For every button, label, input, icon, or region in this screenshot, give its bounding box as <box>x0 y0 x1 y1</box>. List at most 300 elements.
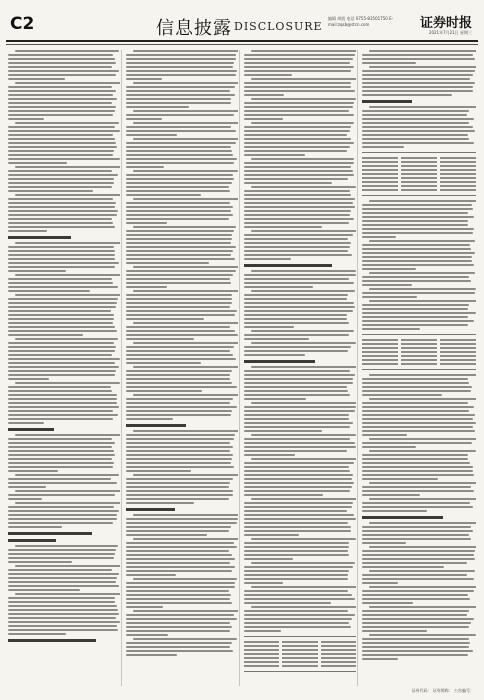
section-code: C2 <box>10 14 35 34</box>
section-heading <box>8 539 56 542</box>
table-row <box>362 355 476 357</box>
text-line <box>8 394 117 396</box>
text-line <box>126 190 230 192</box>
table-cell <box>362 177 398 179</box>
text-line <box>126 546 237 548</box>
text-line <box>369 546 476 548</box>
text-line <box>15 593 120 595</box>
text-line <box>126 78 162 80</box>
text-line <box>8 354 112 356</box>
body-paragraph <box>244 586 356 604</box>
text-line <box>244 346 351 348</box>
table-cell <box>440 161 476 163</box>
body-paragraph <box>244 330 356 340</box>
body-paragraph <box>244 434 356 456</box>
text-line <box>244 566 353 568</box>
text-line <box>133 122 238 124</box>
text-line <box>362 658 398 660</box>
text-line <box>126 98 231 100</box>
text-line <box>8 298 118 300</box>
text-line <box>244 630 281 632</box>
text-line <box>8 254 115 256</box>
table-cell <box>440 185 476 187</box>
text-line <box>126 202 230 204</box>
body-paragraph <box>362 288 476 298</box>
table-cell <box>321 641 356 643</box>
text-line <box>362 582 398 584</box>
text-line <box>244 106 353 108</box>
body-paragraph <box>362 240 476 270</box>
text-line <box>244 234 353 236</box>
text-line <box>126 338 194 340</box>
text-line <box>126 102 231 104</box>
text-line <box>362 382 469 384</box>
text-line <box>244 322 349 324</box>
table-cell <box>401 347 437 349</box>
text-line <box>126 218 229 220</box>
text-line <box>362 462 470 464</box>
text-line <box>362 558 475 560</box>
text-line <box>362 506 473 508</box>
body-paragraph <box>126 578 238 608</box>
masthead <box>6 6 478 40</box>
text-line <box>8 366 119 368</box>
section-heading <box>244 264 332 267</box>
text-line <box>8 246 114 248</box>
text-line <box>244 254 352 256</box>
text-line <box>244 126 351 128</box>
text-line <box>244 614 355 616</box>
section-heading <box>8 236 71 239</box>
table-cell <box>440 181 476 183</box>
text-line <box>244 70 351 72</box>
text-line <box>133 138 238 140</box>
text-line <box>126 622 230 624</box>
text-line <box>8 290 90 292</box>
column-4 <box>362 48 476 688</box>
text-line <box>362 406 474 408</box>
text-line <box>133 342 238 344</box>
table-cell <box>401 169 437 171</box>
body-paragraph <box>362 200 476 238</box>
text-line <box>126 130 236 132</box>
text-line <box>362 236 396 238</box>
text-line <box>362 324 468 326</box>
body-paragraph <box>362 606 476 632</box>
text-line <box>244 446 356 448</box>
table-cell <box>401 339 437 341</box>
text-line <box>126 174 233 176</box>
table-cell <box>321 653 356 655</box>
text-line <box>362 54 473 56</box>
text-line <box>244 374 355 376</box>
footer-note: 证券代码： 证券简称： 公告编号： <box>411 688 474 693</box>
text-line <box>362 296 417 298</box>
text-line <box>244 406 356 408</box>
text-line <box>126 654 177 656</box>
text-line <box>126 250 233 252</box>
text-line <box>251 366 356 368</box>
body-paragraph <box>244 538 356 560</box>
text-line <box>251 402 356 404</box>
text-line <box>362 378 468 380</box>
section-heading <box>362 516 443 519</box>
text-line <box>8 154 113 156</box>
text-line <box>8 174 118 176</box>
text-line <box>362 390 471 392</box>
body-paragraph <box>244 458 356 496</box>
text-line <box>8 282 113 284</box>
text-line <box>362 220 468 222</box>
text-line <box>126 598 230 600</box>
text-line <box>15 545 118 547</box>
body-paragraph <box>126 366 238 392</box>
text-line <box>362 566 444 568</box>
text-line <box>126 166 164 168</box>
table-cell <box>440 165 476 167</box>
text-line <box>251 290 355 292</box>
text-line <box>8 318 114 320</box>
text-line <box>8 346 116 348</box>
text-line <box>244 394 350 396</box>
text-line <box>244 522 348 524</box>
text-line <box>251 186 356 188</box>
table-row <box>362 165 476 167</box>
table-cell <box>401 165 437 167</box>
text-line <box>8 422 44 424</box>
text-line <box>251 342 356 344</box>
text-line <box>133 394 238 396</box>
text-line <box>362 58 475 60</box>
text-line <box>126 534 207 536</box>
table-cell <box>440 355 476 357</box>
table-row <box>362 339 476 341</box>
text-line <box>362 446 416 448</box>
text-line <box>126 286 167 288</box>
table-cell <box>244 665 279 667</box>
table-cell <box>440 347 476 349</box>
text-line <box>126 374 230 376</box>
table-cell <box>282 661 317 663</box>
text-line <box>362 114 467 116</box>
text-line <box>362 312 476 314</box>
section-title: 信息披露 <box>156 18 232 39</box>
text-line <box>362 630 427 632</box>
text-line <box>244 590 348 592</box>
text-line <box>126 410 232 412</box>
body-paragraph <box>8 242 120 272</box>
text-line <box>244 162 354 164</box>
table-row <box>362 359 476 361</box>
text-line <box>8 158 120 160</box>
text-line <box>8 522 113 524</box>
table-row <box>362 351 476 353</box>
text-line <box>15 338 118 340</box>
text-line <box>244 442 355 444</box>
text-line <box>126 134 177 136</box>
text-line <box>8 410 113 412</box>
text-line <box>8 302 117 304</box>
text-line <box>362 542 406 544</box>
text-line <box>133 82 238 84</box>
text-line <box>244 54 355 56</box>
text-line <box>126 142 236 144</box>
text-line <box>362 110 469 112</box>
table-cell <box>401 177 437 179</box>
text-line <box>133 290 238 292</box>
text-line <box>244 542 349 544</box>
text-line <box>244 134 347 136</box>
table-row <box>362 181 476 183</box>
text-line <box>8 581 116 583</box>
text-line <box>8 398 117 400</box>
text-line <box>244 438 350 440</box>
text-line <box>244 154 305 156</box>
body-paragraph <box>126 170 238 196</box>
text-line <box>362 216 474 218</box>
text-line <box>126 74 236 76</box>
text-line <box>8 358 120 360</box>
text-line <box>251 330 354 332</box>
text-line <box>244 66 354 68</box>
table-cell <box>282 653 317 655</box>
body-paragraph <box>8 382 120 424</box>
text-line <box>8 386 111 388</box>
table-cell <box>440 173 476 175</box>
text-line <box>8 478 111 480</box>
text-line <box>126 502 194 504</box>
text-line <box>362 142 474 144</box>
table-cell <box>362 173 398 175</box>
text-line <box>244 286 313 288</box>
text-line <box>244 174 354 176</box>
table-row <box>362 177 476 179</box>
text-line <box>244 130 350 132</box>
text-line <box>362 526 471 528</box>
text-line <box>362 94 452 96</box>
text-line <box>8 518 117 520</box>
body-paragraph <box>126 638 238 656</box>
body-paragraph <box>362 586 476 604</box>
body-paragraph <box>8 545 120 563</box>
text-line <box>126 278 230 280</box>
table-row <box>244 665 356 667</box>
text-line <box>362 82 475 84</box>
table-cell <box>401 355 437 357</box>
text-line <box>8 446 112 448</box>
text-line <box>8 162 67 164</box>
table-cell <box>244 661 279 663</box>
text-line <box>244 118 283 120</box>
text-line <box>251 538 356 540</box>
text-line <box>362 494 420 496</box>
text-line <box>362 146 404 148</box>
text-line <box>15 474 120 476</box>
body-paragraph <box>126 82 238 108</box>
text-line <box>15 50 119 52</box>
text-line <box>362 394 442 396</box>
table-cell <box>440 169 476 171</box>
text-line <box>244 198 355 200</box>
text-line <box>244 74 292 76</box>
text-line <box>362 622 471 624</box>
text-line <box>362 562 467 564</box>
body-paragraph <box>8 502 120 528</box>
text-line <box>126 238 232 240</box>
text-line <box>244 138 351 140</box>
text-line <box>15 82 120 84</box>
text-line <box>244 490 350 492</box>
text-line <box>251 458 356 460</box>
table-cell <box>321 657 356 659</box>
text-line <box>126 478 233 480</box>
text-line <box>244 474 353 476</box>
text-line <box>362 126 473 128</box>
section-heading <box>8 428 54 431</box>
text-line <box>8 86 112 88</box>
text-line <box>133 638 237 640</box>
text-line <box>8 402 117 404</box>
text-line <box>362 62 416 64</box>
text-line <box>362 280 471 282</box>
text-line <box>362 650 473 652</box>
body-paragraph <box>8 166 120 192</box>
text-line <box>251 122 355 124</box>
text-line <box>8 266 115 268</box>
text-line <box>126 630 230 632</box>
text-line <box>8 625 117 627</box>
text-line <box>126 482 230 484</box>
table-cell <box>362 165 398 167</box>
table-cell <box>244 641 279 643</box>
text-line <box>15 242 120 244</box>
text-line <box>8 218 112 220</box>
text-line <box>8 202 116 204</box>
text-line <box>244 422 353 424</box>
text-line <box>8 629 118 631</box>
text-line <box>126 490 233 492</box>
text-line <box>362 442 472 444</box>
text-line <box>8 577 117 579</box>
text-line <box>8 498 42 500</box>
text-line <box>126 446 233 448</box>
text-line <box>244 550 348 552</box>
text-line <box>126 626 232 628</box>
text-line <box>362 590 474 592</box>
body-paragraph <box>8 565 120 591</box>
text-line <box>362 538 471 540</box>
text-line <box>369 522 476 524</box>
text-line <box>362 610 469 612</box>
text-line <box>8 418 113 420</box>
body-paragraph <box>8 274 120 292</box>
text-line <box>244 274 356 276</box>
text-line <box>8 438 112 440</box>
text-line <box>8 230 47 232</box>
text-line <box>362 594 468 596</box>
body-paragraph <box>8 490 120 500</box>
text-line <box>362 654 468 656</box>
table-cell <box>401 185 437 187</box>
body-paragraph <box>362 50 476 64</box>
text-line <box>244 502 353 504</box>
body-paragraph <box>126 538 238 576</box>
text-line <box>251 50 356 52</box>
text-line <box>126 586 235 588</box>
table-row <box>362 173 476 175</box>
text-line <box>369 482 476 484</box>
text-line <box>8 142 116 144</box>
text-line <box>244 298 347 300</box>
text-line <box>244 610 348 612</box>
text-line <box>369 300 476 302</box>
text-line <box>8 146 117 148</box>
text-line <box>126 150 232 152</box>
text-line <box>126 570 232 572</box>
column-divider <box>357 50 358 686</box>
table-row <box>244 649 356 651</box>
text-line <box>244 306 355 308</box>
text-line <box>126 498 229 500</box>
text-line <box>126 650 233 652</box>
text-line <box>126 270 236 272</box>
table-cell <box>282 649 317 651</box>
text-line <box>244 570 349 572</box>
text-line <box>8 553 115 555</box>
text-line <box>126 334 238 336</box>
text-line <box>126 306 230 308</box>
text-line <box>362 550 475 552</box>
text-line <box>244 326 294 328</box>
table-cell <box>362 351 398 353</box>
text-line <box>362 614 467 616</box>
text-line <box>8 486 46 488</box>
text-line <box>15 194 120 196</box>
text-line <box>8 278 112 280</box>
text-line <box>126 438 234 440</box>
text-line <box>362 602 413 604</box>
table-cell <box>282 645 317 647</box>
body-paragraph <box>244 270 356 288</box>
text-line <box>369 66 476 68</box>
text-line <box>369 634 476 636</box>
text-line <box>362 260 472 262</box>
text-line <box>133 538 238 540</box>
text-line <box>126 606 163 608</box>
text-line <box>244 214 350 216</box>
text-line <box>8 482 117 484</box>
table-cell <box>362 189 398 191</box>
text-line <box>244 194 351 196</box>
text-line <box>251 98 356 100</box>
text-line <box>126 294 232 296</box>
text-line <box>244 354 305 356</box>
text-line <box>244 618 352 620</box>
body-paragraph <box>8 194 120 232</box>
text-line <box>126 106 189 108</box>
text-line <box>244 370 350 372</box>
table-row <box>362 363 476 365</box>
text-line <box>244 142 354 144</box>
body-paragraph <box>8 434 120 472</box>
text-line <box>362 208 473 210</box>
text-line <box>126 210 231 212</box>
text-line <box>362 530 473 532</box>
text-line <box>362 292 475 294</box>
text-line <box>244 430 322 432</box>
text-line <box>244 386 347 388</box>
text-line <box>244 410 355 412</box>
